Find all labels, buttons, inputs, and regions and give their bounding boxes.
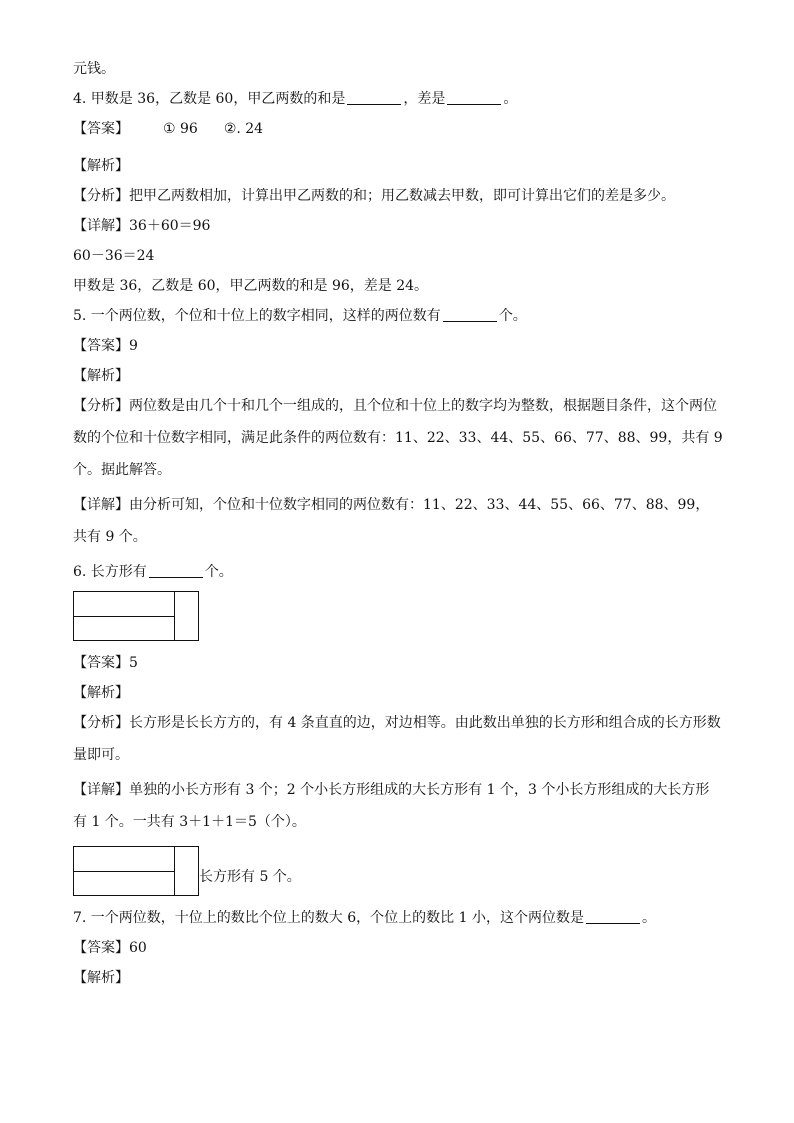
text-line: 元钱。 xyxy=(73,61,115,77)
answer-blank xyxy=(443,307,497,322)
figure-divider-vertical xyxy=(174,847,175,895)
question-text: 个。 xyxy=(204,564,233,580)
analysis-heading: 【解析】 xyxy=(73,368,129,384)
rectangle-figure xyxy=(73,591,199,641)
rectangle-figure xyxy=(73,846,199,896)
question-text: 个。 xyxy=(498,308,527,324)
detail-text: 【详解】36＋60＝96 xyxy=(73,218,211,234)
question-text: 。 xyxy=(641,910,656,926)
answer-value-2: ②. 24 xyxy=(223,121,264,137)
question-7 xyxy=(73,907,723,929)
answer-line: 【答案】60 xyxy=(73,940,147,956)
answer-blank xyxy=(347,90,401,105)
answer-line xyxy=(73,118,723,140)
question-text: 4. 甲数是 36，乙数是 60，甲乙两数的和是 xyxy=(73,91,346,107)
figure-divider-horizontal xyxy=(74,616,174,617)
figure-caption: 长方形有 5 个。 xyxy=(199,869,301,885)
analysis-text: 【分析】两位数是由几个十和几个一组成的，且个位和十位上的数字均为整数，根据题目条件，这个两位数的个位和十位数字相同，满足此条件的两位数有：11、22、33、44、55、66、77、88、99，共有 9 个。据此解答。 xyxy=(73,398,723,478)
answer-label: 【答案】 xyxy=(73,121,129,137)
question-text: 7. 一个两位数，十位上的数比个位上的数大 6，个位上的数比 1 小，这个两位数是 xyxy=(73,910,584,926)
analysis-heading: 【解析】 xyxy=(73,970,129,986)
detail-text: 【详解】单独的小长方形有 3 个；2 个小长方形组成的大长方形有 1 个，3 个小长方形组成的大长方形有 1 个。一共有 3＋1＋1＝5（个）。 xyxy=(73,782,710,830)
question-text: 。 xyxy=(503,91,518,107)
analysis-heading: 【解析】 xyxy=(73,158,129,174)
conclusion-text: 甲数是 36，乙数是 60，甲乙两数的和是 96，差是 24。 xyxy=(73,278,429,294)
analysis-text: 【分析】长方形是长长方方的，有 4 条直直的边，对边相等。由此数出单独的长方形和组合成的长方形数量即可。 xyxy=(73,715,721,763)
question-text: ，差是 xyxy=(403,91,446,107)
answer-blank xyxy=(586,909,640,924)
answer-line: 【答案】5 xyxy=(73,655,138,671)
question-4 xyxy=(73,88,723,110)
answer-value-1: ① 96 xyxy=(163,121,198,137)
answer-blank xyxy=(447,90,501,105)
answer-blank xyxy=(149,563,203,578)
document-page xyxy=(73,58,723,989)
question-5 xyxy=(73,305,723,327)
figure-with-caption xyxy=(73,846,723,896)
answer-line: 【答案】9 xyxy=(73,338,138,354)
question-6 xyxy=(73,561,723,583)
analysis-heading: 【解析】 xyxy=(73,685,129,701)
analysis-text: 【分析】把甲乙两数相加，计算出甲乙两数的和；用乙数减去甲数，即可计算出它们的差是多少。 xyxy=(73,188,675,204)
figure-divider-vertical xyxy=(174,592,175,640)
calc-line: 60－36＝24 xyxy=(73,248,155,264)
question-text: 6. 长方形有 xyxy=(73,564,147,580)
figure-divider-horizontal xyxy=(74,871,174,872)
detail-text: 【详解】由分析可知，个位和十位数字相同的两位数有：11、22、33、44、55、66、77、88、99，共有 9 个。 xyxy=(73,497,710,545)
question-text: 5. 一个两位数，个位和十位上的数字相同，这样的两位数有 xyxy=(73,308,441,324)
